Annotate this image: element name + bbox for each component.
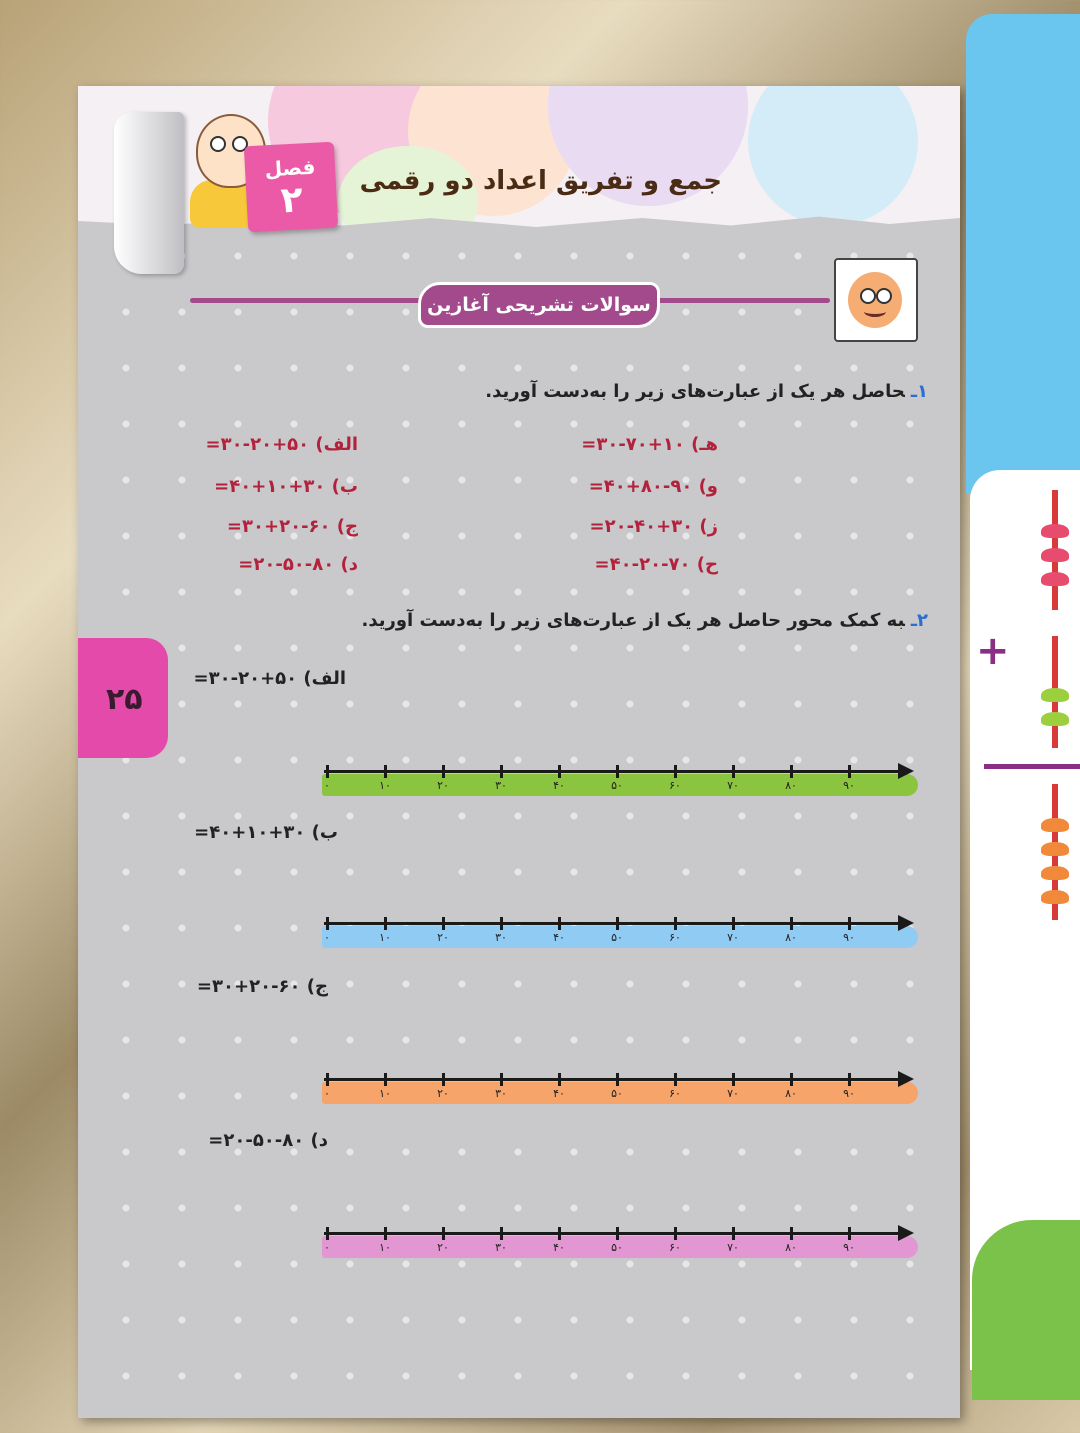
chapter-label: فصل (264, 154, 316, 182)
number-line-tick (384, 765, 387, 778)
number-line-label: ۱۰ (379, 779, 391, 792)
number-line-label: ۸۰ (785, 1241, 797, 1254)
number-line-axis (324, 1078, 902, 1081)
arrow-right-icon (898, 915, 914, 931)
number-line-label: ۳۰ (495, 1087, 507, 1100)
number-line (322, 1064, 922, 1104)
number-line-label: ۲۰ (437, 1241, 449, 1254)
page-number: ۲۵ (106, 682, 143, 717)
abacus-bead-icon (1041, 572, 1069, 586)
number-line-label: ۴۰ (553, 1087, 565, 1100)
expression-item: ح) ۷۰-۲۰-۴۰= (594, 554, 718, 575)
workbook-page (78, 86, 960, 1418)
eye-icon (876, 288, 892, 304)
eye-icon (210, 136, 226, 152)
number-line-tick (558, 765, 561, 778)
number-line-tick (674, 1073, 677, 1086)
number-line-label: ۹۰ (843, 931, 855, 944)
question-2 (362, 610, 929, 631)
number-line-tick (790, 1227, 793, 1240)
number-line (322, 1218, 922, 1258)
number-line-label: ۷۰ (727, 931, 739, 944)
number-line-tick (848, 917, 851, 930)
number-line-tick (616, 917, 619, 930)
abacus-bead-icon (1041, 866, 1069, 880)
question-number: ۲ـ (910, 610, 928, 631)
number-line-tick (732, 917, 735, 930)
number-line-label: ۱۰ (379, 1241, 391, 1254)
face-frame (834, 258, 918, 342)
number-line-tick (848, 1073, 851, 1086)
question-1 (485, 381, 928, 402)
abacus-bead-icon (1041, 712, 1069, 726)
mouth-icon (864, 306, 886, 317)
number-line-tick (442, 917, 445, 930)
sky-illustration (966, 14, 1080, 494)
number-line-label: ۱۰ (379, 931, 391, 944)
arrow-right-icon (898, 763, 914, 779)
number-line-label: ۷۰ (727, 1087, 739, 1100)
number-line-label: ۹۰ (843, 1241, 855, 1254)
number-line-axis (324, 1232, 902, 1235)
expression-item: ج) ۶۰-۲۰+۳۰= (226, 516, 358, 537)
number-line-axis (324, 922, 902, 925)
eye-icon (860, 288, 876, 304)
number-line-label: ۳۰ (495, 1241, 507, 1254)
number-line-tick (326, 1227, 329, 1240)
number-line-tick (558, 1073, 561, 1086)
abacus-bead-icon (1041, 548, 1069, 562)
number-line-expression: ج) ۶۰-۲۰+۳۰= (196, 976, 328, 997)
number-line-expression: د) ۸۰-۵۰-۲۰= (208, 1130, 328, 1151)
expression-item: هـ) ۱۰+۷۰-۳۰= (581, 434, 718, 455)
expression-item: ب) ۳۰+۱۰+۴۰= (214, 476, 358, 497)
number-line (322, 756, 922, 796)
number-line-tick (674, 765, 677, 778)
number-line-label: ۲۰ (437, 779, 449, 792)
number-line-tick (384, 1073, 387, 1086)
number-line (322, 908, 922, 948)
chapter-title: جمع و تفریق اعداد دو رقمی (359, 166, 722, 196)
number-line-label: ۶۰ (669, 931, 681, 944)
number-line-label: ۶۰ (669, 779, 681, 792)
number-line-tick (674, 917, 677, 930)
number-line-label: ۷۰ (727, 1241, 739, 1254)
number-line-tick (500, 765, 503, 778)
number-line-label: ۲۰ (437, 931, 449, 944)
chapter-number: ۲ (279, 179, 304, 222)
expression-item: ز) ۳۰+۴۰-۲۰= (589, 516, 718, 537)
number-line-tick (500, 917, 503, 930)
number-line-tick (442, 1073, 445, 1086)
number-line-label: ۴۰ (553, 1241, 565, 1254)
number-line-label: ۴۰ (553, 779, 565, 792)
number-line-label: ۴۰ (553, 931, 565, 944)
question-text: به کمک محور حاصل هر یک از عبارت‌های زیر را به‌دست آورید. (361, 610, 905, 631)
number-line-tick (790, 917, 793, 930)
number-line-label: ۶۰ (669, 1087, 681, 1100)
number-line-tick (674, 1227, 677, 1240)
abacus-bead-icon (1041, 524, 1069, 538)
arrow-right-icon (898, 1225, 914, 1241)
number-line-label: ۵۰ (611, 1087, 623, 1100)
arrow-right-icon (898, 1071, 914, 1087)
number-line-label: ۰ (324, 931, 330, 944)
number-line-tick (732, 765, 735, 778)
number-line-tick (790, 1073, 793, 1086)
number-line-label: ۸۰ (785, 1087, 797, 1100)
abacus-bead-icon (1041, 890, 1069, 904)
number-line-label: ۸۰ (785, 931, 797, 944)
number-line-tick (616, 765, 619, 778)
number-line-axis (324, 770, 902, 773)
number-line-tick (442, 765, 445, 778)
number-line-label: ۰ (324, 1241, 330, 1254)
number-line-tick (616, 1227, 619, 1240)
expression-item: الف) ۵۰+۲۰-۳۰= (205, 434, 358, 455)
number-line-tick (558, 1227, 561, 1240)
number-line-tick (500, 1227, 503, 1240)
number-line-label: ۵۰ (611, 779, 623, 792)
equals-bar (984, 764, 1080, 769)
question-number: ۱ـ (910, 381, 928, 402)
abacus-bead-icon (1041, 688, 1069, 702)
number-line-label: ۸۰ (785, 779, 797, 792)
decor-circle (338, 146, 478, 256)
number-line-label: ۹۰ (843, 779, 855, 792)
number-line-tick (732, 1227, 735, 1240)
number-line-tick (326, 917, 329, 930)
number-line-tick (790, 765, 793, 778)
grass-illustration (972, 1220, 1080, 1400)
number-line-tick (848, 1227, 851, 1240)
expression-item: و) ۹۰-۸۰+۴۰= (588, 476, 718, 497)
number-line-tick (558, 917, 561, 930)
adjacent-page (958, 0, 1080, 1433)
page-number-tab (78, 638, 168, 758)
expression-item: د) ۸۰-۵۰-۲۰= (238, 554, 358, 575)
section-title: سوالات تشریحی آغازین (418, 282, 660, 328)
number-line-label: ۰ (324, 779, 330, 792)
number-line-tick (500, 1073, 503, 1086)
number-line-label: ۶۰ (669, 1241, 681, 1254)
number-line-label: ۱۰ (379, 1087, 391, 1100)
number-line-tick (442, 1227, 445, 1240)
paper-curl-decoration (114, 112, 184, 274)
number-line-tick (326, 765, 329, 778)
number-line-label: ۳۰ (495, 931, 507, 944)
number-line-expression: ب) ۳۰+۱۰+۴۰= (194, 822, 338, 843)
number-line-label: ۹۰ (843, 1087, 855, 1100)
decor-circle (748, 86, 918, 226)
smiling-face-icon (848, 272, 902, 328)
number-line-tick (326, 1073, 329, 1086)
number-line-label: ۰ (324, 1087, 330, 1100)
number-line-tick (616, 1073, 619, 1086)
number-line-label: ۳۰ (495, 779, 507, 792)
number-line-tick (384, 917, 387, 930)
number-line-tick (384, 1227, 387, 1240)
number-line-label: ۲۰ (437, 1087, 449, 1100)
number-line-label: ۵۰ (611, 931, 623, 944)
chapter-badge (244, 142, 338, 233)
number-line-tick (848, 765, 851, 778)
question-text: حاصل هر یک از عبارت‌های زیر را به‌دست آورید. (485, 381, 905, 402)
abacus-bead-icon (1041, 818, 1069, 832)
plus-icon: + (976, 628, 1010, 674)
number-line-label: ۷۰ (727, 779, 739, 792)
number-line-tick (732, 1073, 735, 1086)
abacus-bead-icon (1041, 842, 1069, 856)
number-line-expression: الف) ۵۰+۲۰-۳۰= (193, 668, 346, 689)
number-line-label: ۵۰ (611, 1241, 623, 1254)
